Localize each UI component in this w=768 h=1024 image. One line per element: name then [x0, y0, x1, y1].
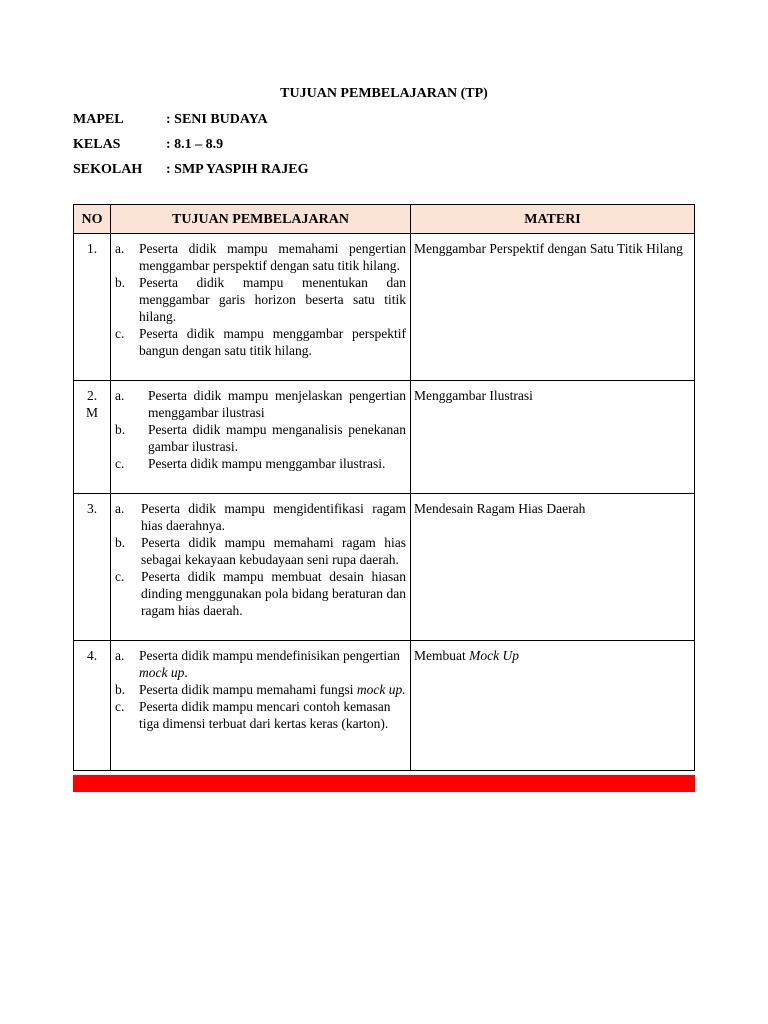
- meta-key: MAPEL: [73, 112, 124, 127]
- list-marker: c.: [115, 456, 125, 471]
- list-marker: b.: [115, 275, 126, 290]
- meta-kelas: [73, 137, 223, 153]
- list-text-part: Peserta didik mampu mencari contoh kemasan tiga dimensi terbuat dari kertas keras (karton).: [139, 699, 391, 731]
- list-text-part: Peserta didik mampu mendefinisikan pengertian: [139, 648, 400, 663]
- row-materi: Menggambar Perspektif dengan Satu Titik Hilang: [411, 234, 695, 381]
- list-marker: a.: [115, 241, 125, 256]
- list-text-em: mock up: [139, 665, 185, 680]
- table-header-row: [74, 205, 695, 234]
- tp-list: [115, 387, 406, 472]
- header-no: NO: [74, 205, 111, 234]
- tp-table: [73, 204, 695, 771]
- meta-value: : SMP YASPIH RAJEG: [166, 162, 309, 177]
- list-item: [115, 534, 406, 568]
- list-marker: a.: [115, 648, 125, 663]
- list-text: Peserta didik mampu menggambar perspektif bangun dengan satu titik hilang.: [139, 326, 406, 358]
- header-materi: MATERI: [411, 205, 695, 234]
- row-tp: [111, 234, 411, 381]
- list-marker: b.: [115, 422, 126, 437]
- row-no-text: 1.: [86, 241, 98, 256]
- list-text: Peserta didik mampu memahami pengertian menggambar perspektif dengan satu titik hilang.: [139, 241, 406, 273]
- list-item: [115, 387, 406, 421]
- row-tp: [111, 641, 411, 771]
- table-row: [74, 234, 695, 381]
- table-row: [74, 641, 695, 771]
- list-text: Peserta didik mampu membuat desain hiasan dinding menggunakan pola bidang beraturan dan ragam hias daerah.: [141, 569, 406, 618]
- meta-key: KELAS: [73, 137, 121, 152]
- list-text: Peserta didik mampu menentukan dan menggambar garis horizon beserta satu titik hilang.: [139, 275, 406, 324]
- row-no-text: 2.: [86, 388, 98, 403]
- row-no: [74, 494, 111, 641]
- list-item: [115, 647, 406, 681]
- row-materi: Menggambar Ilustrasi: [411, 381, 695, 494]
- materi-text: Membuat: [414, 648, 470, 663]
- red-footer-bar: [73, 775, 695, 792]
- list-text-part: Peserta didik mampu memahami fungsi: [139, 682, 357, 697]
- list-text: Peserta didik mampu menggambar ilustrasi.: [148, 456, 386, 471]
- tp-list: [115, 647, 406, 732]
- row-no-text: 4.: [86, 648, 98, 663]
- tp-list: [115, 240, 406, 359]
- list-text-part: .: [184, 665, 188, 680]
- list-item: [115, 274, 406, 325]
- materi-text-em: Mock Up: [469, 648, 519, 663]
- list-text: Peserta didik mampu menjelaskan pengertian menggambar ilustrasi: [148, 388, 406, 420]
- list-text: [139, 647, 406, 681]
- list-item: [115, 500, 406, 534]
- list-marker: b.: [115, 535, 126, 550]
- tp-list: [115, 500, 406, 619]
- row-no: [74, 381, 111, 494]
- list-item: [115, 568, 406, 619]
- list-item: [115, 325, 406, 359]
- list-marker: c.: [115, 569, 125, 584]
- row-no-text: 3.: [86, 501, 98, 516]
- list-marker: a.: [115, 501, 125, 516]
- meta-mapel: [73, 112, 268, 128]
- list-item: [115, 421, 406, 455]
- meta-value: : 8.1 – 8.9: [166, 137, 224, 152]
- list-marker: c.: [115, 699, 125, 714]
- list-marker: a.: [115, 388, 125, 403]
- table-row: [74, 381, 695, 494]
- list-text: Peserta didik mampu mengidentifikasi ragam hias daerahnya.: [141, 501, 406, 533]
- table-row: [74, 494, 695, 641]
- list-text: [139, 698, 406, 732]
- row-tp: [111, 494, 411, 641]
- list-marker: b.: [115, 682, 126, 697]
- row-no: [74, 641, 111, 771]
- row-tp: [111, 381, 411, 494]
- list-item: [115, 698, 406, 732]
- list-text: Peserta didik mampu menganalisis penekanan gambar ilustrasi.: [148, 422, 406, 454]
- header-tp: TUJUAN PEMBELAJARAN: [111, 205, 411, 234]
- list-text-em: mock up.: [356, 682, 406, 697]
- meta-sekolah: [73, 162, 308, 178]
- list-item: [115, 681, 406, 698]
- list-text: [139, 681, 406, 698]
- row-no: [74, 234, 111, 381]
- list-text: Peserta didik mampu memahami ragam hias sebagai kekayaan kebudayaan seni rupa daerah.: [141, 535, 406, 567]
- row-materi: [411, 641, 695, 771]
- meta-key: SEKOLAH: [73, 162, 143, 177]
- meta-value: : SENI BUDAYA: [166, 112, 268, 127]
- list-item: [115, 455, 406, 472]
- row-materi: Mendesain Ragam Hias Daerah: [411, 494, 695, 641]
- page-title: TUJUAN PEMBELAJARAN (TP): [280, 86, 488, 101]
- list-marker: c.: [115, 326, 125, 341]
- row-no-extra: M: [85, 405, 98, 420]
- list-item: [115, 240, 406, 274]
